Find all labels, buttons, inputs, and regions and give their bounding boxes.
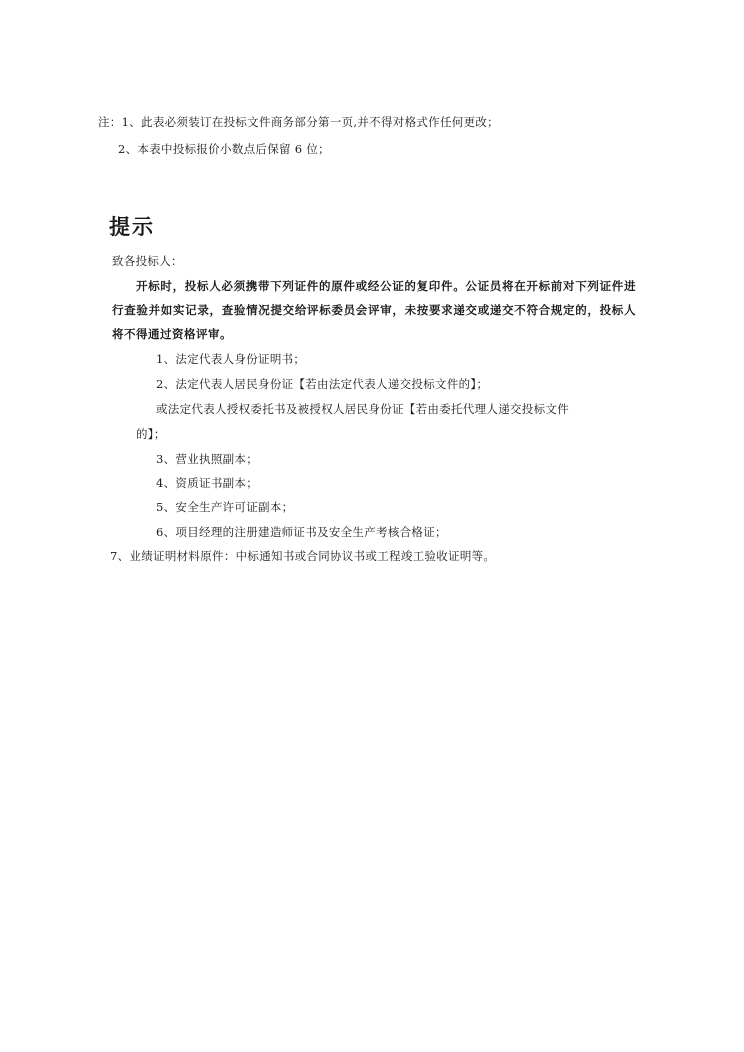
notice-intro-paragraph: 开标时，投标人必须携带下列证件的原件或经公证的复印件。公证员将在开标前对下列证件进行查验并如实记录，查验情况提交给评标委员会评审，未按要求递交或递交不符合规定的，投标人将不得通过资格评审。 [112, 279, 636, 341]
notice-title: 提示 [109, 215, 155, 239]
requirement-item-6: 6、项目经理的注册建造师证书及安全生产考核合格证； [156, 525, 447, 539]
note-line-2: 2、本表中投标报价小数点后保留 6 位； [118, 142, 330, 156]
requirement-item-3: 3、营业执照副本； [156, 452, 259, 466]
note-line-1: 注：1、此表必须装订在投标文件商务部分第一页,并不得对格式作任何更改； [98, 115, 499, 129]
requirement-item-4: 4、资质证书副本； [156, 476, 259, 490]
notice-salutation: 致各投标人： [112, 254, 183, 268]
requirement-item-2: 2、法定代表人居民身份证【若由法定代表人递交投标文件的】； [156, 377, 489, 391]
requirement-item-5: 5、安全生产许可证副本； [156, 500, 294, 514]
requirement-item-7: 7、业绩证明材料原件：中标通知书或合同协议书或工程竣工验收证明等。 [110, 549, 496, 563]
requirement-item-2-alternative-cont: 的】； [136, 427, 166, 441]
requirement-item-2-alternative: 或法定代表人授权委托书及被授权人居民身份证【若由委托代理人递交投标文件 [156, 402, 569, 416]
requirement-item-1: 1、法定代表人身份证明书； [156, 352, 306, 366]
